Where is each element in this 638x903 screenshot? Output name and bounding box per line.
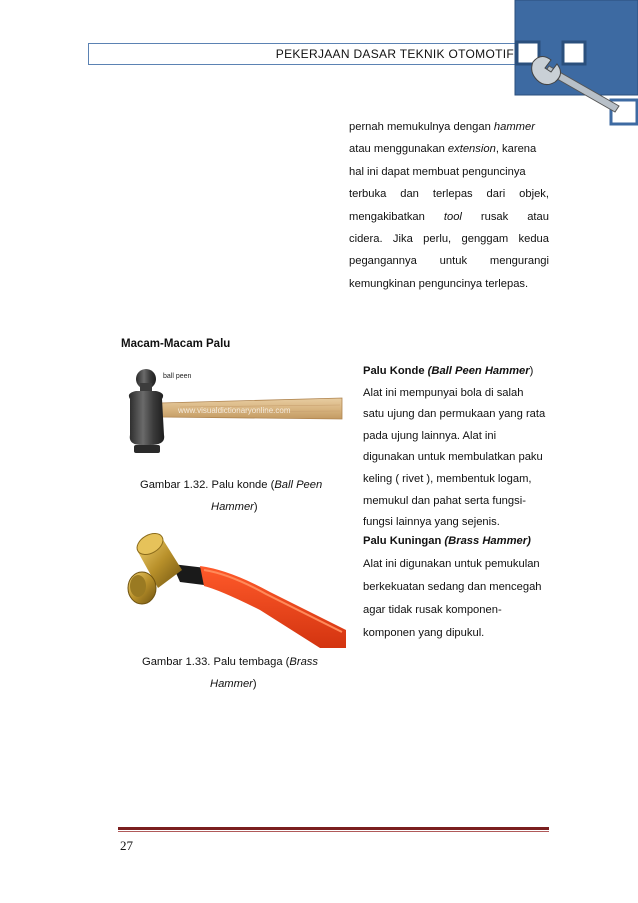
header-title: PEKERJAAN DASAR TEKNIK OTOMOTIF (275, 47, 514, 61)
item2-line: Alat ini digunakan untuk pemukulan (363, 558, 540, 570)
intro-paragraph (349, 116, 549, 295)
intro-line: mengakibatkan tool rusak atau (349, 210, 549, 223)
image-label: ball peen (163, 373, 192, 380)
item1-line: digunakan untuk membulatkan paku (363, 451, 543, 464)
intro-line: terbuka dan terlepas dari objek, (349, 188, 549, 201)
intro-line: pegangannya untuk mengurangi (349, 255, 549, 268)
footer-rule-thin (118, 831, 549, 832)
section-heading: Macam-Macam Palu (121, 338, 231, 350)
intro-line: pernah memukulnya dengan hammer (349, 121, 535, 133)
item2-title: Palu Kuningan (Brass Hammer) (363, 535, 531, 547)
intro-line: cidera. Jika perlu, genggam kedua (349, 233, 549, 246)
item1-line: keling ( rivet ), membentuk logam, (363, 472, 532, 485)
item1-line: Alat ini mempunyai bola di salah (363, 386, 524, 399)
item1-line: fungsi lainnya yang sejenis. (363, 516, 500, 529)
item1-line: satu ujung dan permukaan yang rata (363, 408, 546, 421)
intro-line: kemungkinan penguncinya terlepas. (349, 277, 529, 290)
footer-rule (118, 827, 549, 830)
brass-hammer-image (120, 530, 350, 650)
ball-peen-hammer-image (120, 365, 346, 465)
item2-description (363, 530, 563, 645)
item1-line: pada ujung lainnya. Alat ini (363, 429, 497, 442)
image-watermark: www.visualdictionaryonline.com (178, 406, 291, 415)
item1-title: Palu Konde (Ball Peen Hammer) (363, 365, 534, 377)
item2-line: agar tidak rusak komponen- (363, 604, 502, 616)
figure1-caption: Gambar 1.32. Palu konde (Ball Peen Hammer) (140, 479, 323, 513)
item1-line: memukul dan pahat serta fungsi- (363, 494, 526, 507)
intro-line: atau menggunakan extension, karena (349, 143, 537, 156)
page-number: 27 (120, 838, 133, 853)
item2-line: komponen yang dipukul. (363, 627, 485, 639)
item1-description (363, 361, 563, 534)
item2-line: berkekuatan sedang dan mencegah (363, 581, 542, 593)
figure2-caption: Gambar 1.33. Palu tembaga (Brass Hammer) (142, 656, 318, 690)
intro-line: hal ini dapat membuat penguncinya (349, 165, 526, 178)
corner-wrench-decoration (505, 0, 638, 130)
